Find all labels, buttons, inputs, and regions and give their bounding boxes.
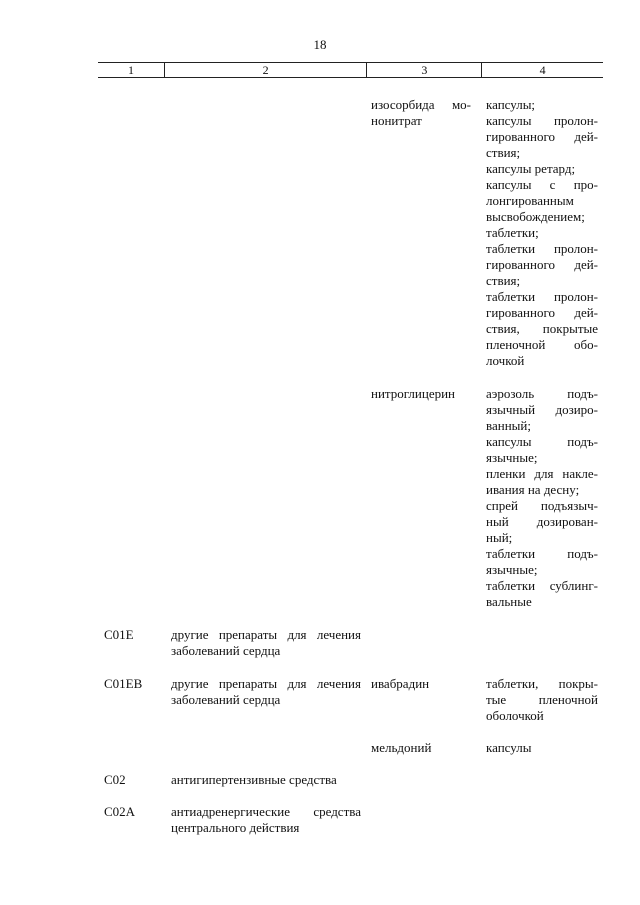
group-line: другие препараты для лечения bbox=[171, 627, 361, 642]
form-line: гированного дей- bbox=[486, 129, 598, 144]
dosage-forms bbox=[486, 386, 598, 610]
form-line: капсулы с про- bbox=[486, 177, 598, 192]
atc-group-name bbox=[171, 804, 361, 836]
form-line: таблетки, покры- bbox=[486, 676, 598, 691]
table-header bbox=[98, 62, 603, 78]
drug-name bbox=[371, 740, 471, 756]
form-line: ивания на десну; bbox=[486, 482, 580, 497]
form-line: таблетки пролон- bbox=[486, 289, 598, 304]
form-line: гированного дей- bbox=[486, 257, 598, 272]
header-col-4: 4 bbox=[481, 63, 603, 77]
form-line: язычные; bbox=[486, 562, 538, 577]
atc-code: C01E bbox=[104, 627, 134, 642]
drug-line: изосорбида мо- bbox=[371, 97, 471, 112]
form-line: пленочной обо- bbox=[486, 337, 598, 352]
form-line: высвобождением; bbox=[486, 209, 585, 224]
header-col-3: 3 bbox=[366, 63, 481, 77]
form-line: таблетки; bbox=[486, 225, 539, 240]
form-line: пленки для накле- bbox=[486, 466, 598, 481]
form-line: ванный; bbox=[486, 418, 531, 433]
form-line: таблетки подъ- bbox=[486, 546, 598, 561]
form-line: капсулы пролон- bbox=[486, 113, 598, 128]
drug-name bbox=[371, 97, 471, 129]
drug-line: нитроглицерин bbox=[371, 386, 456, 401]
form-line: гированного дей- bbox=[486, 305, 598, 320]
atc-code: C02 bbox=[104, 772, 126, 787]
header-col-2: 2 bbox=[164, 63, 367, 77]
form-line: ствия, покрытые bbox=[486, 321, 598, 336]
form-line: ный дозирован- bbox=[486, 514, 598, 529]
atc-code: C02A bbox=[104, 804, 136, 819]
drug-name bbox=[371, 386, 471, 402]
form-line: вальные bbox=[486, 594, 532, 609]
drug-line: ивабрадин bbox=[371, 676, 430, 691]
group-line: заболеваний сердца bbox=[171, 643, 281, 658]
dosage-forms bbox=[486, 676, 598, 724]
form-line: ствия; bbox=[486, 273, 521, 288]
form-line: спрей подъязыч- bbox=[486, 498, 598, 513]
form-line: таблетки пролон- bbox=[486, 241, 598, 256]
atc-group-name bbox=[171, 627, 361, 659]
page-number: 18 bbox=[313, 37, 327, 52]
form-line: ный; bbox=[486, 530, 513, 545]
drug-name bbox=[371, 676, 471, 692]
form-line: оболочкой bbox=[486, 708, 544, 723]
form-line: капсулы подъ- bbox=[486, 434, 598, 449]
drug-line: нонитрат bbox=[371, 113, 422, 128]
dosage-forms bbox=[486, 97, 598, 369]
drug-line: мельдоний bbox=[371, 740, 432, 755]
group-line: другие препараты для лечения bbox=[171, 676, 361, 691]
atc-group-name bbox=[171, 772, 361, 788]
form-line: лочкой bbox=[486, 353, 525, 368]
form-line: язычный дозиро- bbox=[486, 402, 598, 417]
group-line: заболеваний сердца bbox=[171, 692, 281, 707]
group-line: антигипертензивные средства bbox=[171, 772, 337, 787]
atc-group-name bbox=[171, 676, 361, 708]
form-line: аэрозоль подъ- bbox=[486, 386, 598, 401]
group-line: антиадренергические средства bbox=[171, 804, 361, 819]
form-line: язычные; bbox=[486, 450, 538, 465]
form-line: капсулы; bbox=[486, 97, 536, 112]
form-line: таблетки сублинг- bbox=[486, 578, 598, 593]
form-line: ствия; bbox=[486, 145, 521, 160]
form-line: лонгированным bbox=[486, 193, 574, 208]
dosage-forms bbox=[486, 740, 598, 756]
group-line: центрального действия bbox=[171, 820, 300, 835]
header-col-1: 1 bbox=[127, 63, 134, 77]
atc-code: C01EB bbox=[104, 676, 143, 691]
form-line: тые пленочной bbox=[486, 692, 598, 707]
form-line: капсулы bbox=[486, 740, 532, 755]
form-line: капсулы ретард; bbox=[486, 161, 576, 176]
